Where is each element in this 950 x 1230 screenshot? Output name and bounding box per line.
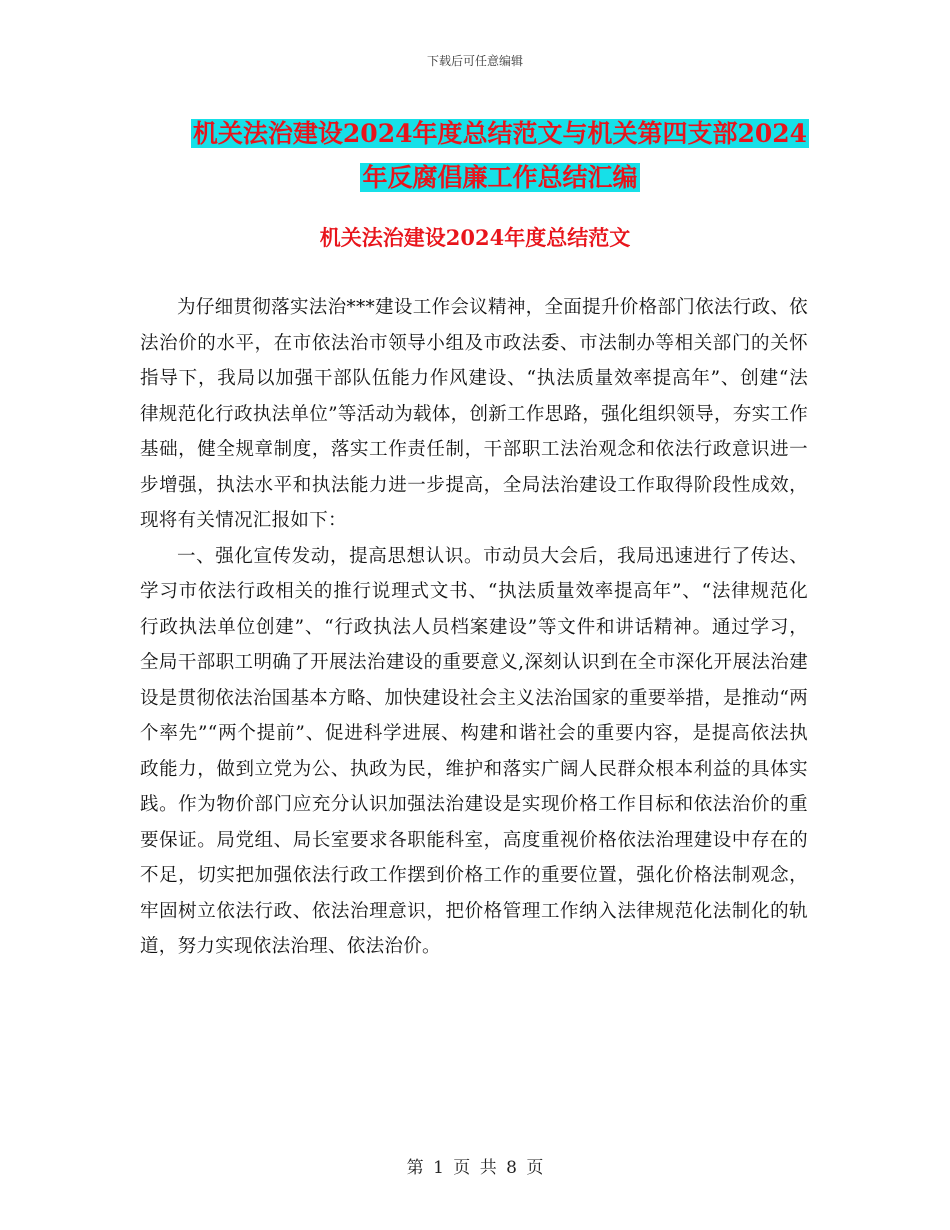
page-footer: 第 1 页 共 8 页 [406, 1158, 544, 1178]
main-title-line-1: 机关法治建设2024年度总结范文与机关第四支部2024 [192, 119, 808, 148]
paragraph-section-1: 一、强化宣传发动，提高思想认识。市动员大会后，我局迅速进行了传达、学习市依法行政相关的推行说理式文书、“执法质量效率提高年”、“法律规范化行政执法单位创建”、“行政执法人员档案建设”等文件和讲话精神。通过学习，全局干部职工明确了开展法治建设的重要意义,深刻认识到在全市深化开展法治建设是贯彻依法治国基本方略、加快建设社会主义法治国家的重要举措，是推动“两个率先”“两个提前”、促进科学进展、构建和谐社会的重要内容，是提高依法执政能力，做到立党为公、执政为民，维护和落实广阔人民群众根本利益的具体实践。作为物价部门应充分认识加强法治建设是实现价格工作目标和依法治价的重要保证。局党组、局长室要求各职能科室，高度重视价格依法治理建设中存在的不足，切实把加强依法行政工作摆到价格工作的重要位置，强化价格法制观念，牢固树立依法行政、依法治理意识，把价格管理工作纳入法律规范化法制化的轨道，努力实现依法治理、依法治价。 [140, 545, 808, 957]
header-note: 下载后可任意编辑 [426, 54, 523, 68]
main-title [140, 112, 860, 200]
paragraph-intro: 为仔细贯彻落实法治***建设工作会议精神，全面提升价格部门依法行政、依法治价的水平，在市依法治市领导小组及市政法委、市法制办等相关部门的关怀指导下，我局以加强干部队伍能力作风建设、“执法质量效率提高年”、创建“法律规范化行政执法单位”等活动为载体，创新工作思路，强化组织领导，夯实工作基础，健全规章制度，落实工作责任制，干部职工法治观念和依法行政意识进一步增强，执法水平和执法能力进一步提高，全局法治建设工作取得阶段性成效，现将有关情况汇报如下： [140, 297, 808, 531]
section-title: 机关法治建设2024年度总结范文 [319, 225, 631, 250]
body-text [140, 290, 808, 965]
main-title-line-2: 年反腐倡廉工作总结汇编 [362, 163, 638, 192]
